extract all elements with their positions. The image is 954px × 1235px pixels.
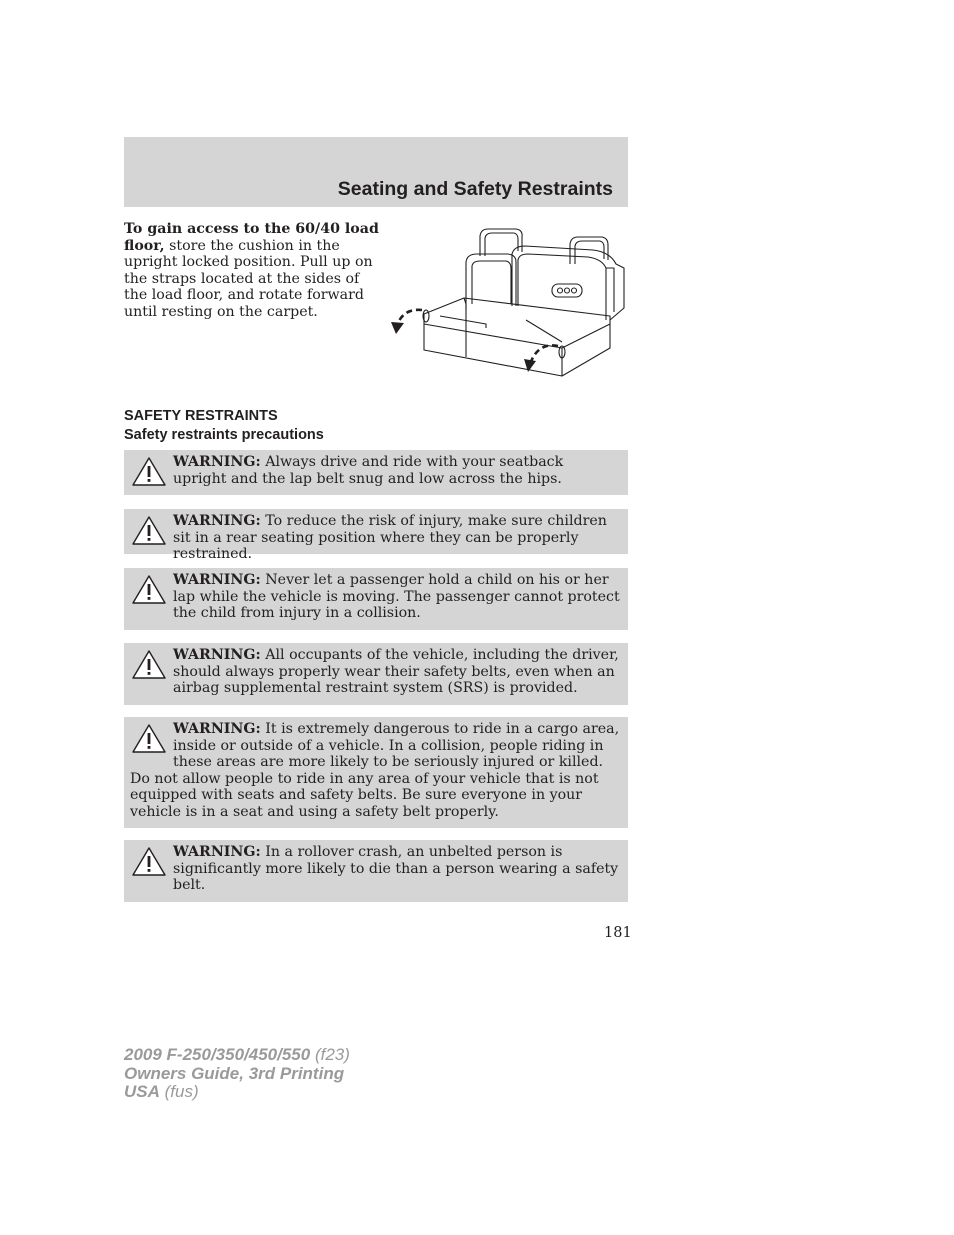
warning-triangle-icon <box>130 722 168 755</box>
warning-triangle-icon <box>130 845 168 878</box>
intro-paragraph <box>124 221 386 321</box>
footer-model: 2009 F-250/350/450/550 <box>124 1045 311 1064</box>
footer <box>124 1046 350 1102</box>
warning-label: WARNING: <box>173 721 261 737</box>
warning-text: All occupants of the vehicle, including the driver, should always properly wear their safety belts, even when an airbag supplemental restraint system (SRS) is provided. <box>173 647 619 697</box>
warning-triangle-icon <box>130 573 168 606</box>
warning-triangle-icon <box>130 648 168 681</box>
warning-box <box>124 509 628 563</box>
warning-label: WARNING: <box>173 844 261 860</box>
warning-box <box>124 450 628 495</box>
warning-triangle-icon <box>130 514 168 547</box>
warning-label: WARNING: <box>173 513 261 529</box>
footer-line-2: Owners Guide, 3rd Printing <box>124 1063 345 1083</box>
warning-box <box>124 643 628 705</box>
footer-line-1 <box>124 1046 350 1065</box>
warning-label: WARNING: <box>173 647 261 663</box>
footer-model-code: (f23) <box>310 1045 350 1064</box>
page-number: 181 <box>604 925 632 941</box>
warning-label: WARNING: <box>173 454 261 470</box>
warning-text: In a rollover crash, an unbelted person is significantly more likely to die than a person wearing a safety belt. <box>173 844 619 894</box>
intro-bold-lead: To gain access to the 60/40 load floor, <box>124 221 379 254</box>
footer-market-code: (fus) <box>159 1082 199 1101</box>
footer-line-3 <box>124 1083 350 1102</box>
warning-box <box>124 568 628 630</box>
page-title: Seating and Safety Restraints <box>337 178 613 200</box>
warning-text: It is extremely dangerous to ride in a cargo area, inside or outside of a vehicle. In a collision, people riding in these areas are more likely to be seriously injured or killed. Do not allow people to ride in any area of your vehicle that is not equipped with seats and safety belts. Be sure everyone in your vehicle is in a seat and using a safety belt properly. <box>130 721 620 820</box>
warning-box <box>124 840 628 902</box>
warning-box <box>124 717 628 828</box>
warning-label: WARNING: <box>173 572 261 588</box>
warning-triangle-icon <box>130 455 168 488</box>
footer-market: USA <box>124 1082 160 1101</box>
warning-text: Never let a passenger hold a child on his or her lap while the vehicle is moving. The passenger cannot protect the child from injury in a collision. <box>173 572 620 622</box>
header-band <box>124 137 628 207</box>
rear-seat-load-floor-illustration <box>388 224 630 382</box>
subsection-heading: Safety restraints precautions <box>124 427 324 443</box>
warning-text: Always drive and ride with your seatback upright and the lap belt snug and low across the hips. <box>173 454 564 487</box>
intro-text: store the cushion in the upright locked position. Pull up on the straps located at the sides of the load floor, and rotate forward until resting on the carpet. <box>124 237 373 320</box>
section-heading: SAFETY RESTRAINTS <box>124 408 278 424</box>
warning-text: To reduce the risk of injury, make sure children sit in a rear seating position where they can be properly restrained. <box>173 513 607 563</box>
